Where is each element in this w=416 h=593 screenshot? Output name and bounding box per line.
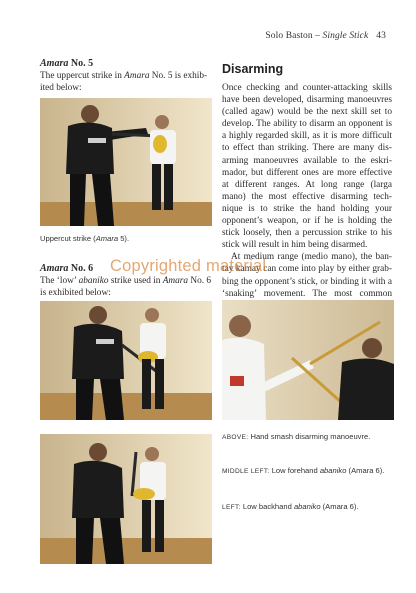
caption-label-middle-left: MIDDLE LEFT:	[222, 468, 270, 475]
photo-uppercut-strike	[40, 98, 212, 226]
amara6-text	[40, 275, 212, 299]
amara5-text-part: No. 5 is exhibited below:	[40, 71, 208, 93]
amara5-text-part: The uppercut strike in	[40, 71, 125, 81]
running-header	[265, 31, 386, 41]
caption-text: (Amara 6).	[320, 502, 359, 511]
caption-italic: abaniko	[293, 502, 321, 511]
photo-hand-smash-disarm	[222, 300, 394, 420]
section-title-disarming: Disarming	[222, 62, 284, 76]
caption-uppercut-strike	[40, 234, 129, 243]
photo-low-forehand-abaniko	[40, 301, 212, 420]
amara5-text-italic: Amara	[124, 71, 150, 81]
amara5-heading	[40, 58, 212, 70]
amara5-text	[40, 70, 212, 94]
amara5-heading-name: Amara	[40, 58, 69, 69]
caption-text: Low forehand	[269, 466, 320, 475]
disarming-section	[222, 62, 392, 324]
caption-label-left: LEFT:	[222, 504, 241, 511]
caption-low-backhand	[222, 502, 392, 513]
copyright-watermark: Copyrighted material	[110, 257, 267, 275]
header-book-subtitle: Single Stick	[322, 31, 369, 41]
photo-low-backhand-abaniko	[40, 434, 212, 564]
amara6-heading-number: No. 6	[70, 263, 94, 274]
amara6-text-part: The ‘low’	[40, 276, 79, 286]
disarming-paragraph-2-text: At medium range (medio mano), the bantay kamay can come into play by either grabbing the opponent’s stick, or binding it with a ‘snaking’ movement. The most common	[222, 252, 392, 299]
amara5-section	[40, 58, 212, 94]
amara6-text-italic: Amara	[162, 276, 189, 286]
amara6-text-part: strike used in	[108, 276, 163, 286]
caption-text: (Amara 6).	[346, 466, 385, 475]
header-book-title: Solo Baston –	[265, 31, 323, 41]
caption-italic: Amara	[95, 234, 119, 243]
caption-label-above: ABOVE:	[222, 434, 249, 441]
caption-part: Uppercut strike (	[40, 234, 96, 243]
caption-low-forehand	[222, 466, 392, 477]
caption-hand-smash	[222, 432, 392, 443]
caption-text: Hand smash disarming manoeuvre.	[248, 432, 371, 441]
amara6-heading-name: Amara	[40, 263, 69, 274]
caption-text: Low backhand	[240, 502, 294, 511]
page-number: 43	[376, 31, 386, 41]
amara6-text-italic: abaniko	[78, 276, 109, 286]
disarming-paragraph-1: Once checking and counter-attacking skills have been developed, disarming manoeuvres (called agaw) would be the next skill set to develop. The ability to disarm an opponent is a highly regarded skill, as it is more difficult to effect than striking. There are many disarming manoeuvres available to the eskrimador, but different ones are more effective at different ranges. At long range (larga mano) the most effective disarming technique is to strike the hand holding your opponent’s weapon, or if he is holding the stick loosely, then a percussion strike to his stick will result in him being disarmed.	[222, 83, 392, 251]
amara5-heading-number: No. 5	[70, 58, 94, 69]
caption-part: 5).	[118, 234, 130, 243]
amara6-text-part: No. 6 is exhibited below:	[40, 276, 212, 298]
caption-italic: abaniko	[319, 466, 347, 475]
